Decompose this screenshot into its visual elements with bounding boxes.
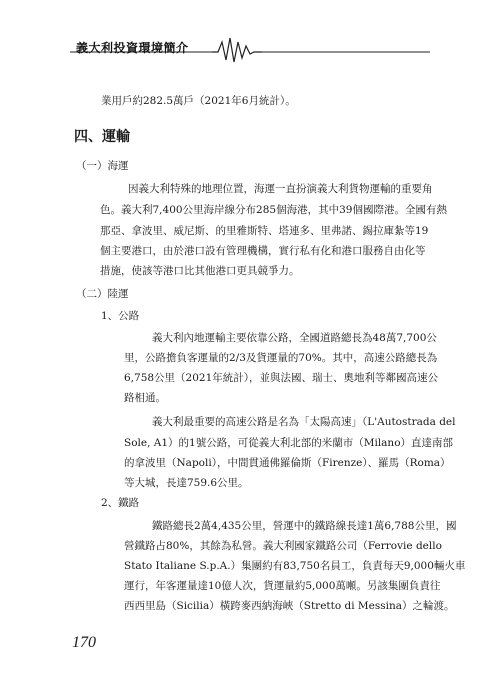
paragraph-line: 等大城，長達759.6公里。 bbox=[124, 477, 249, 489]
paragraph-line: 義大利最重要的高速公路是名為「太陽高速」（L'Autostrada del bbox=[152, 416, 456, 428]
header-title: 義大利投資環境簡介 bbox=[76, 41, 189, 55]
paragraph-line: 那亞、拿波里、威尼斯、的里雅斯特、塔連多、里弗諾、錫拉庫紮等19 bbox=[100, 225, 429, 237]
page-number: 170 bbox=[72, 634, 96, 651]
paragraph-line: 西西里島（Sicilia）橫跨麥西納海峽（Stretto di Messina）之輪渡。 bbox=[124, 600, 455, 612]
paragraph-line: 鐵路總長2萬4,435公里，營運中的鐵路線長達1萬6,788公里，國 bbox=[152, 520, 457, 532]
paragraph-line: 路相通。 bbox=[124, 392, 166, 404]
header-decoration bbox=[0, 28, 480, 68]
section-title: 四、運輸 bbox=[74, 129, 130, 145]
maritime-heading: （一）海運 bbox=[76, 160, 129, 172]
paragraph-line: 運行，年客運量達10億人次，貨運量約5,000萬噸。另該集團負責往 bbox=[124, 580, 441, 592]
paragraph-line: Stato Italiane S.p.A.）集團約有83,750名員工，負責每天9,000輛火車 bbox=[124, 560, 466, 572]
paragraph-line: 營鐵路占80%，其餘為私營。義大利國家鐵路公司（Ferrovie dello bbox=[124, 540, 442, 552]
road-heading: 1、公路 bbox=[101, 310, 140, 322]
paragraph-line: 色。義大利7,400公里海岸線分布285個海港，其中39個國際港。全國有熱 bbox=[100, 204, 447, 216]
paragraph-line: 因義大利特殊的地理位置，海運一直扮演義大利貨物運輸的重要角 bbox=[128, 183, 433, 195]
paragraph-line: 義大利內地運輸主要依靠公路，全國道路總長為48萬7,700公 bbox=[152, 332, 437, 344]
paragraph-line: 6,758公里（2021年統計），並與法國、瑞士、奧地利等鄰國高速公 bbox=[124, 372, 439, 384]
paragraph-line: 個主要港口，由於港口設有管理機構，實行私有化和港口服務自由化等 bbox=[100, 245, 426, 257]
rail-heading: 2、鐵路 bbox=[101, 497, 140, 509]
land-heading: （二）陸運 bbox=[76, 288, 129, 300]
paragraph-line: 的拿波里（Napoli），中間貫通佛羅倫斯（Firenze）、羅馬（Roma） bbox=[124, 457, 451, 469]
running-header bbox=[0, 28, 480, 68]
continuation-line: 業用戶約282.5萬戶（2021年6月統計）。 bbox=[101, 95, 296, 107]
paragraph-line: Sole, A1）的1號公路，可從義大利北部的米蘭市（Milano）直達南部 bbox=[124, 437, 454, 449]
paragraph-line: 里，公路擔負客運量的2/3及貨運量的70%。其中，高速公路總長為 bbox=[124, 352, 438, 364]
paragraph-line: 措施，使該等港口比其他港口更具競爭力。 bbox=[100, 265, 300, 277]
waveform-icon bbox=[212, 38, 262, 62]
